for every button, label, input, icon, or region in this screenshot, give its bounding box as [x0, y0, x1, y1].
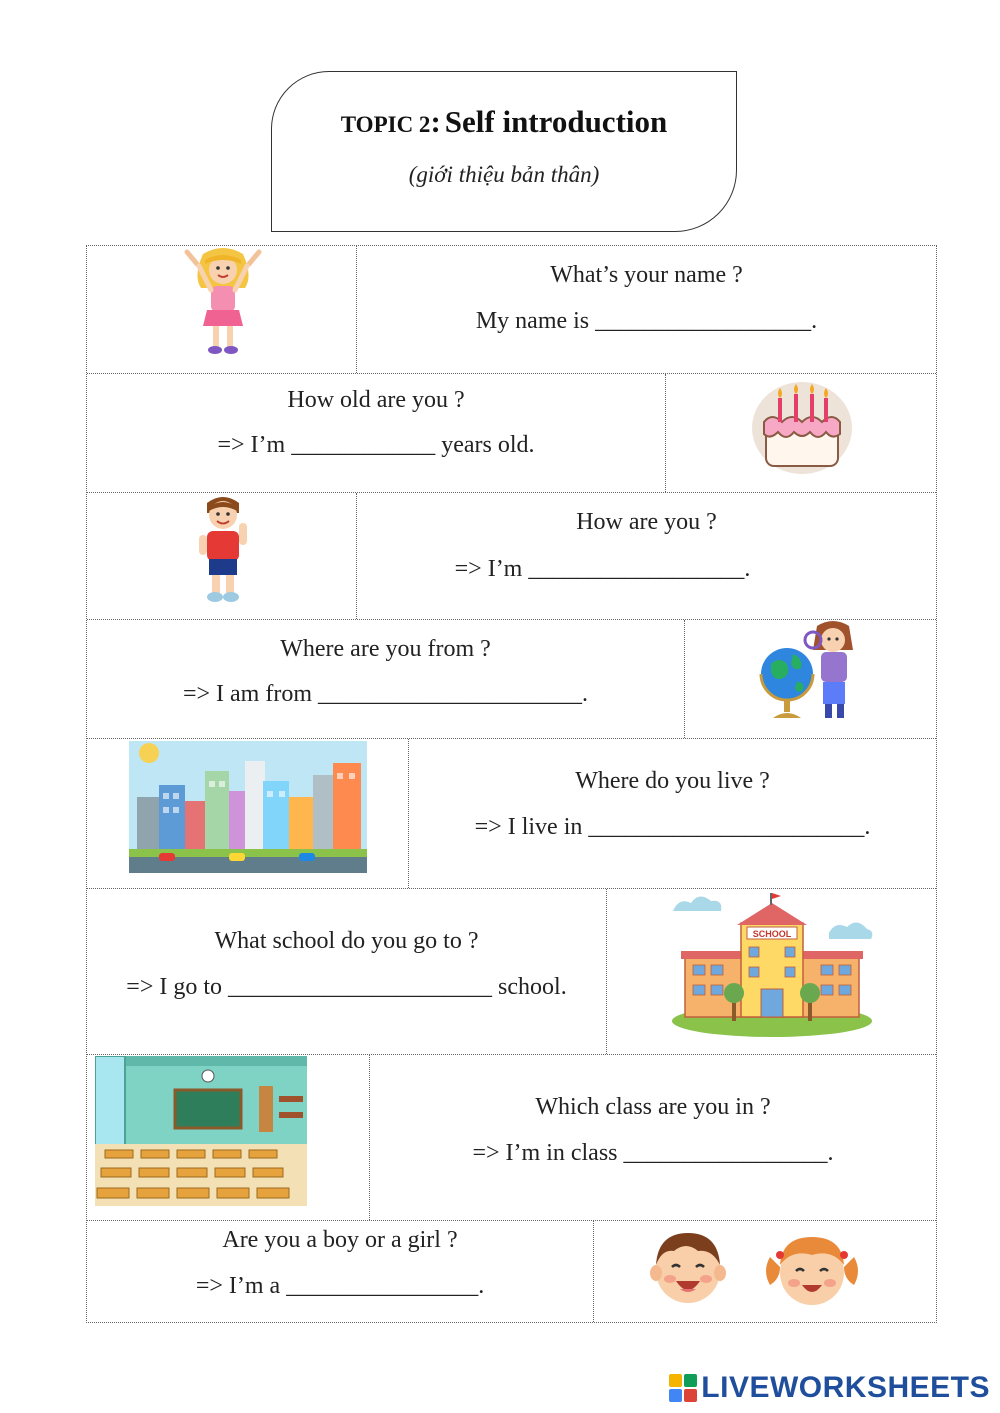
question-text: Which class are you in ?: [535, 1094, 771, 1120]
table-row: [87, 620, 936, 739]
picture-cell: [87, 1055, 370, 1220]
question-cell: [357, 493, 936, 619]
brand-name: LIVEWORKSHEETS: [701, 1371, 990, 1404]
answer-suffix: .: [582, 681, 589, 707]
answer-suffix: school.: [498, 974, 567, 1000]
question-text: What’s your name ?: [550, 262, 743, 288]
answer-line: [357, 308, 936, 335]
boy-thumbs-up-icon: [195, 493, 251, 605]
answer-suffix: .: [811, 308, 818, 334]
picture-cell: [87, 493, 357, 619]
table-row: [87, 739, 936, 889]
answer-line: [87, 1273, 593, 1300]
answer-line: [370, 1140, 936, 1167]
answer-prefix: => I am from: [182, 681, 313, 707]
answer-suffix: .: [478, 1273, 485, 1299]
liveworksheets-logo[interactable]: [669, 1371, 990, 1405]
answer-suffix: years old.: [441, 432, 535, 458]
question-cell: [370, 1055, 936, 1220]
answer-line: [87, 432, 665, 459]
answer-blank[interactable]: ______________________: [228, 974, 493, 1000]
answer-line: [87, 681, 684, 708]
page-subtitle: (giới thiệu bản thân): [408, 162, 600, 187]
girl-face-icon: [762, 1227, 862, 1313]
answer-suffix: .: [864, 814, 871, 840]
classroom-icon: [95, 1056, 307, 1206]
answer-prefix: => I live in: [474, 814, 583, 840]
picture-cell: [607, 889, 936, 1054]
school-sign-label: SCHOOL: [752, 929, 792, 939]
question-cell: [87, 620, 685, 738]
answer-line: [409, 814, 936, 841]
question-cell: [87, 889, 607, 1054]
picture-cell: [685, 620, 936, 738]
worksheet-table: [86, 245, 937, 1323]
question-text: How old are you ?: [287, 387, 465, 413]
answer-blank[interactable]: ________________: [286, 1273, 479, 1299]
title-box: [271, 71, 737, 232]
topic-label: TOPIC 2: [340, 112, 431, 137]
answer-blank[interactable]: ______________________: [318, 681, 583, 707]
question-cell: [357, 246, 936, 373]
answer-blank[interactable]: ____________: [291, 432, 436, 458]
answer-prefix: => I go to: [126, 974, 223, 1000]
boy-face-icon: [646, 1225, 730, 1311]
answer-line: [357, 556, 936, 583]
answer-blank[interactable]: __________________: [595, 308, 812, 334]
answer-prefix: => I’m: [454, 556, 523, 582]
girl-with-globe-icon: [757, 620, 867, 724]
question-text: How are you ?: [576, 509, 717, 535]
question-text: Where do you live ?: [575, 768, 770, 794]
girl-waving-icon: [183, 246, 263, 358]
answer-prefix: My name is: [475, 308, 590, 334]
table-row: [87, 493, 936, 620]
table-row: [87, 1055, 936, 1221]
picture-cell: [594, 1221, 936, 1322]
answer-blank[interactable]: _________________: [623, 1140, 828, 1166]
answer-suffix: .: [744, 556, 751, 582]
question-cell: [409, 739, 936, 888]
picture-cell: [87, 739, 409, 888]
page-title: [272, 104, 736, 140]
topic-title: Self introduction: [444, 104, 668, 139]
question-text: Are you a boy or a girl ?: [222, 1227, 458, 1253]
birthday-cake-icon: [752, 376, 852, 474]
answer-prefix: => I’m a: [195, 1273, 281, 1299]
picture-cell: [666, 374, 936, 492]
answer-prefix: => I’m in class: [472, 1140, 618, 1166]
answer-blank[interactable]: _______________________: [588, 814, 865, 840]
liveworksheets-logo-icon: [669, 1374, 697, 1402]
table-row: [87, 889, 936, 1055]
table-row: [87, 374, 936, 493]
city-skyline-icon: [129, 741, 367, 873]
picture-cell: [87, 246, 357, 373]
answer-prefix: => I’m: [217, 432, 286, 458]
answer-suffix: .: [827, 1140, 834, 1166]
answer-blank[interactable]: __________________: [528, 556, 745, 582]
question-text: What school do you go to ?: [214, 928, 479, 954]
question-cell: [87, 374, 666, 492]
question-text: Where are you from ?: [280, 636, 491, 662]
table-row: [87, 246, 936, 374]
answer-line: [87, 974, 606, 1001]
table-row: [87, 1221, 936, 1322]
question-cell: [87, 1221, 594, 1322]
topic-colon: :: [430, 104, 441, 139]
school-building-icon: [669, 889, 875, 1039]
